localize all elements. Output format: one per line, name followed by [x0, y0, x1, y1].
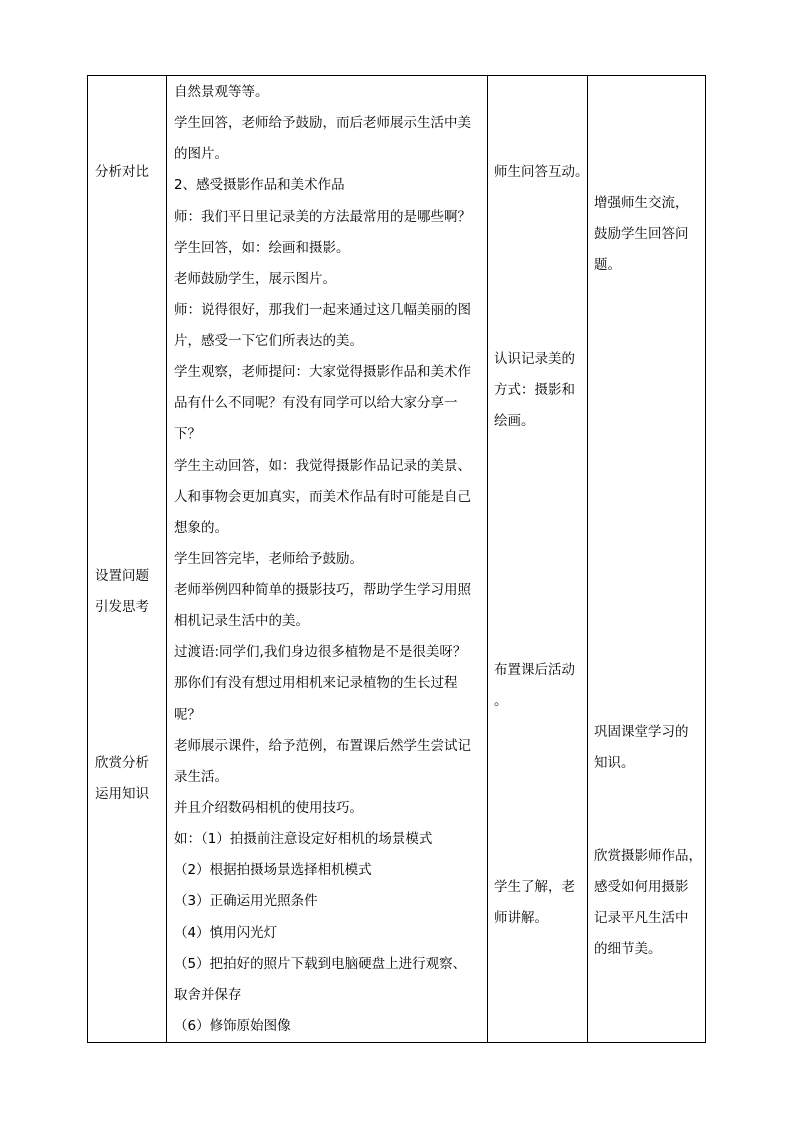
col2-line: （5）把拍好的照片下载到电脑硬盘上进行观察、: [174, 955, 467, 972]
col3-line: 师讲解。: [494, 910, 548, 926]
col2-line: 想象的。: [174, 519, 228, 536]
col4-line: 记录平凡生活中: [594, 910, 689, 926]
col2-line: 老师展示课件，给予范例，布置课后然学生尝试记: [174, 737, 471, 754]
col2-line: 的图片。: [174, 146, 228, 163]
col2-line: （3）正确运用光照条件: [174, 893, 318, 910]
col2-line: 老师鼓励学生，展示图片。: [174, 270, 336, 287]
col4-line: 的细节美。: [594, 941, 662, 957]
col2-line: 学生回答完毕，老师给予鼓励。: [174, 550, 363, 567]
col2-line: 学生主动回答，如：我觉得摄影作品记录的美景、: [174, 457, 471, 474]
col4-line: 题。: [594, 257, 621, 273]
col4-line: 增强师生交流，: [594, 195, 689, 211]
col2-line: 下？: [174, 426, 201, 443]
col3-line: 认识记录美的: [494, 351, 575, 367]
col2-line: 师：我们平日里记录美的方法最常用的是哪些啊？: [174, 208, 471, 225]
col4-line: 欣赏摄影师作品，: [594, 848, 702, 864]
col3-line: 。: [494, 693, 508, 709]
col2-line: 学生回答，如：绘画和摄影。: [174, 239, 350, 256]
col1-line: 运用知识: [95, 786, 149, 802]
col4-line: 知识。: [594, 755, 635, 771]
col4-line: 巩固课堂学习的: [594, 724, 689, 740]
col2-line: 老师举例四种简单的摄影技巧，帮助学生学习用照: [174, 582, 471, 599]
col3-line: 布置课后活动: [494, 662, 575, 678]
column-divider-2: [487, 75, 488, 1043]
col2-line: （6）修饰原始图像: [174, 1017, 291, 1034]
col2-line: 呢？: [174, 706, 201, 723]
col2-line: 品有什么不同呢？有没有同学可以给大家分享一: [174, 395, 458, 412]
col2-line: 学生回答，老师给予鼓励，而后老师展示生活中美: [174, 115, 471, 132]
col4-line: 感受如何用摄影: [594, 879, 689, 895]
col2-line: 自然景观等等。: [174, 84, 269, 100]
col2-line: 并且介绍数码相机的使用技巧。: [174, 799, 363, 816]
col2-line: 取舍并保存: [174, 986, 242, 1003]
col3-line: 方式：摄影和: [494, 382, 575, 398]
col2-line: 过渡语:同学们,我们身边很多植物是不是很美呀？: [174, 644, 467, 661]
col3-line: 学生了解，老: [494, 879, 575, 895]
col3-line: 绘画。: [494, 413, 535, 429]
col1-line: 分析对比: [95, 164, 149, 180]
col2-line: 如：（1）拍摄前注意设定好相机的场景模式: [174, 831, 433, 848]
col2-line: 片，感受一下它们所表达的美。: [174, 333, 363, 350]
col1-line: 引发思考: [95, 599, 149, 615]
col2-line: 人和事物会更加真实，而美术作品有时可能是自己: [174, 488, 471, 505]
col1-line: 欣赏分析: [95, 755, 149, 771]
col2-line: （2）根据拍摄场景选择相机模式: [174, 862, 372, 879]
col2-line: 2、感受摄影作品和美术作品: [174, 177, 345, 194]
column-divider-3: [587, 75, 588, 1043]
column-divider-1: [166, 75, 167, 1043]
col2-line: 学生观察，老师提问：大家觉得摄影作品和美术作: [174, 364, 471, 381]
col2-line: 录生活。: [174, 768, 228, 785]
col3-line: 师生问答互动。: [494, 164, 589, 180]
col1-line: 设置问题: [95, 568, 149, 584]
col4-line: 鼓励学生回答问: [594, 226, 689, 242]
col2-line: 师：说得很好，那我们一起来通过这几幅美丽的图: [174, 301, 471, 318]
col2-line: （4）慎用闪光灯: [174, 924, 278, 941]
col2-line: 相机记录生活中的美。: [174, 613, 309, 630]
col2-line: 那你们有没有想过用相机来记录植物的生长过程: [174, 675, 458, 692]
